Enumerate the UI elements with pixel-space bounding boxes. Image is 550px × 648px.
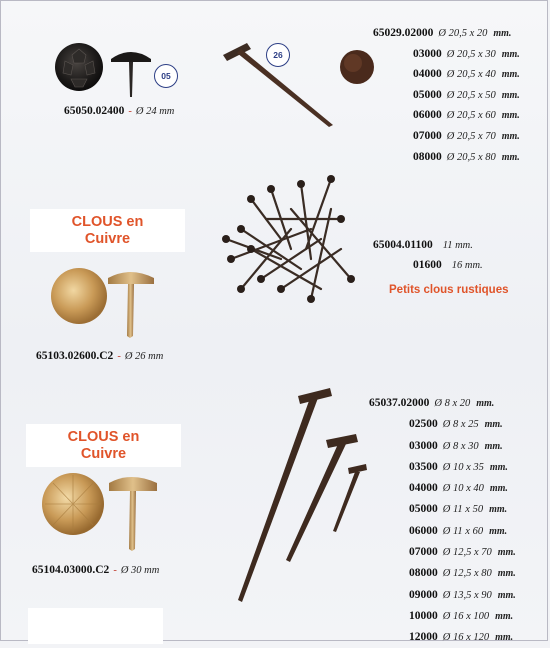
ref-code: 10000	[409, 609, 438, 622]
ref-row	[363, 64, 543, 85]
ref-unit: mm.	[501, 89, 520, 101]
ref-separator: -	[117, 351, 121, 362]
ref-code: 07000	[413, 129, 442, 142]
ref-code: 05000	[413, 88, 442, 101]
ref-row	[363, 147, 543, 168]
ref-dimension: Ø 20,5 x 20	[438, 28, 488, 39]
ref-dimension: 16 mm.	[451, 260, 483, 271]
ref-unit: mm.	[495, 610, 514, 622]
ref-unit: mm.	[476, 398, 495, 409]
ref-list-65029	[363, 23, 543, 167]
ref-unit: mm.	[493, 28, 512, 39]
ref-dimension: Ø 20,5 x 40	[446, 69, 496, 81]
ref-row	[369, 477, 549, 498]
ref-code: 65004.01100	[373, 239, 433, 251]
ref-dimension: Ø 10 x 35	[442, 461, 484, 473]
ref-code: 07000	[409, 546, 438, 559]
ref-unit: mm.	[501, 110, 520, 122]
ref-code: 65037.02000	[369, 397, 430, 409]
ref-code: 04000	[413, 68, 442, 81]
ref-dimension: Ø 8 x 20	[434, 398, 471, 409]
ref-row	[363, 23, 543, 44]
ref-row	[363, 44, 543, 65]
ref-unit: mm.	[501, 130, 520, 142]
ref-code: 65029.02000	[373, 27, 434, 39]
ref-unit: mm.	[501, 69, 520, 81]
product-ref-65103	[36, 346, 163, 364]
ref-code: 65104.03000.C2	[32, 564, 110, 576]
ref-code: 12000	[409, 631, 438, 644]
ref-row	[369, 456, 549, 477]
ref-dimension: Ø 11 x 60	[442, 525, 484, 537]
copper-label-box	[30, 209, 185, 252]
ref-unit: mm.	[484, 419, 503, 431]
ref-code: 06000	[409, 524, 438, 537]
copper-nail-26-image	[46, 266, 166, 341]
ref-row	[373, 235, 483, 255]
ref-dimension: Ø 13,5 x 90	[442, 589, 492, 601]
ref-dimension: Ø 8 x 25	[442, 419, 479, 431]
ref-separator: -	[113, 565, 117, 576]
product-ref-65104	[32, 560, 159, 578]
ref-unit: mm.	[495, 632, 514, 644]
ref-diameter: Ø 26 mm	[124, 351, 164, 362]
ref-row	[369, 498, 549, 519]
copper-title-line2: Cuivre	[84, 230, 131, 247]
ref-dimension: Ø 20,5 x 60	[446, 110, 496, 122]
variant-badge: 05	[154, 64, 178, 88]
ref-code: 03000	[409, 439, 438, 452]
long-nails-image	[226, 386, 376, 606]
ref-unit: mm.	[501, 48, 520, 60]
ref-row	[369, 413, 549, 434]
ref-separator: -	[128, 106, 132, 117]
product-ref-65050	[64, 101, 174, 119]
ref-dimension: Ø 16 x 120	[442, 632, 490, 644]
ref-unit: mm.	[497, 568, 516, 580]
copper-nail-30-image	[39, 471, 169, 556]
ref-unit: mm.	[501, 151, 520, 163]
ref-code: 05000	[409, 503, 438, 516]
ref-row	[369, 392, 549, 413]
ref-dimension: Ø 11 x 50	[442, 504, 484, 516]
ref-dimension: 11 mm.	[442, 240, 473, 251]
ref-dimension: Ø 10 x 40	[442, 483, 484, 495]
ref-unit: mm.	[489, 504, 508, 516]
ref-unit: mm.	[497, 547, 516, 559]
hammered-nail-image	[51, 39, 161, 101]
ref-code: 08000	[409, 567, 438, 580]
ref-diameter: Ø 24 mm	[135, 106, 175, 117]
ref-dimension: Ø 20,5 x 50	[446, 89, 496, 101]
forged-nail-image	[211, 41, 381, 131]
ref-row	[369, 435, 549, 456]
ref-list-65004	[373, 235, 483, 275]
ref-code: 06000	[413, 109, 442, 122]
ref-dimension: Ø 16 x 100	[442, 610, 490, 622]
ref-unit: mm.	[489, 461, 508, 473]
copper-title-line1: CLOUS en	[71, 213, 144, 230]
ref-code: 02500	[409, 418, 438, 431]
rustic-nails-label: Petits clous rustiques	[389, 284, 509, 296]
ref-unit: mm.	[484, 440, 503, 452]
ref-dimension: Ø 12,5 x 70	[442, 547, 492, 559]
ref-dimension: Ø 12,5 x 80	[442, 568, 492, 580]
ref-row	[363, 105, 543, 126]
ref-list-65037	[369, 392, 549, 648]
ref-code: 09000	[409, 588, 438, 601]
ref-row	[369, 584, 549, 605]
ref-dimension: Ø 20,5 x 30	[446, 48, 496, 60]
ref-dimension: Ø 20,5 x 70	[446, 130, 496, 142]
copper-label-box	[26, 424, 181, 467]
blank-label-box	[28, 608, 163, 644]
ref-code: 08000	[413, 150, 442, 163]
ref-code: 65050.02400	[64, 105, 125, 117]
ref-unit: mm.	[489, 483, 508, 495]
copper-title-line2: Cuivre	[80, 445, 127, 462]
ref-row	[369, 605, 549, 626]
ref-row	[363, 126, 543, 147]
ref-code: 65103.02600.C2	[36, 350, 114, 362]
ref-unit: mm.	[489, 525, 508, 537]
ref-row	[369, 520, 549, 541]
ref-unit: mm.	[497, 589, 516, 601]
ref-code: 04000	[409, 482, 438, 495]
ref-code: 03500	[409, 460, 438, 473]
rustic-nails-image	[211, 169, 371, 314]
ref-code: 03000	[413, 47, 442, 60]
variant-badge: 26	[266, 43, 290, 67]
ref-row	[369, 562, 549, 583]
ref-dimension: Ø 20,5 x 80	[446, 151, 496, 163]
ref-diameter: Ø 30 mm	[120, 565, 160, 576]
ref-dimension: Ø 8 x 30	[442, 440, 479, 452]
copper-title-line1: CLOUS en	[67, 428, 140, 445]
ref-row	[369, 541, 549, 562]
ref-row	[369, 626, 549, 647]
ref-code: 01600	[413, 259, 442, 271]
ref-row	[373, 255, 483, 275]
ref-row	[363, 85, 543, 106]
